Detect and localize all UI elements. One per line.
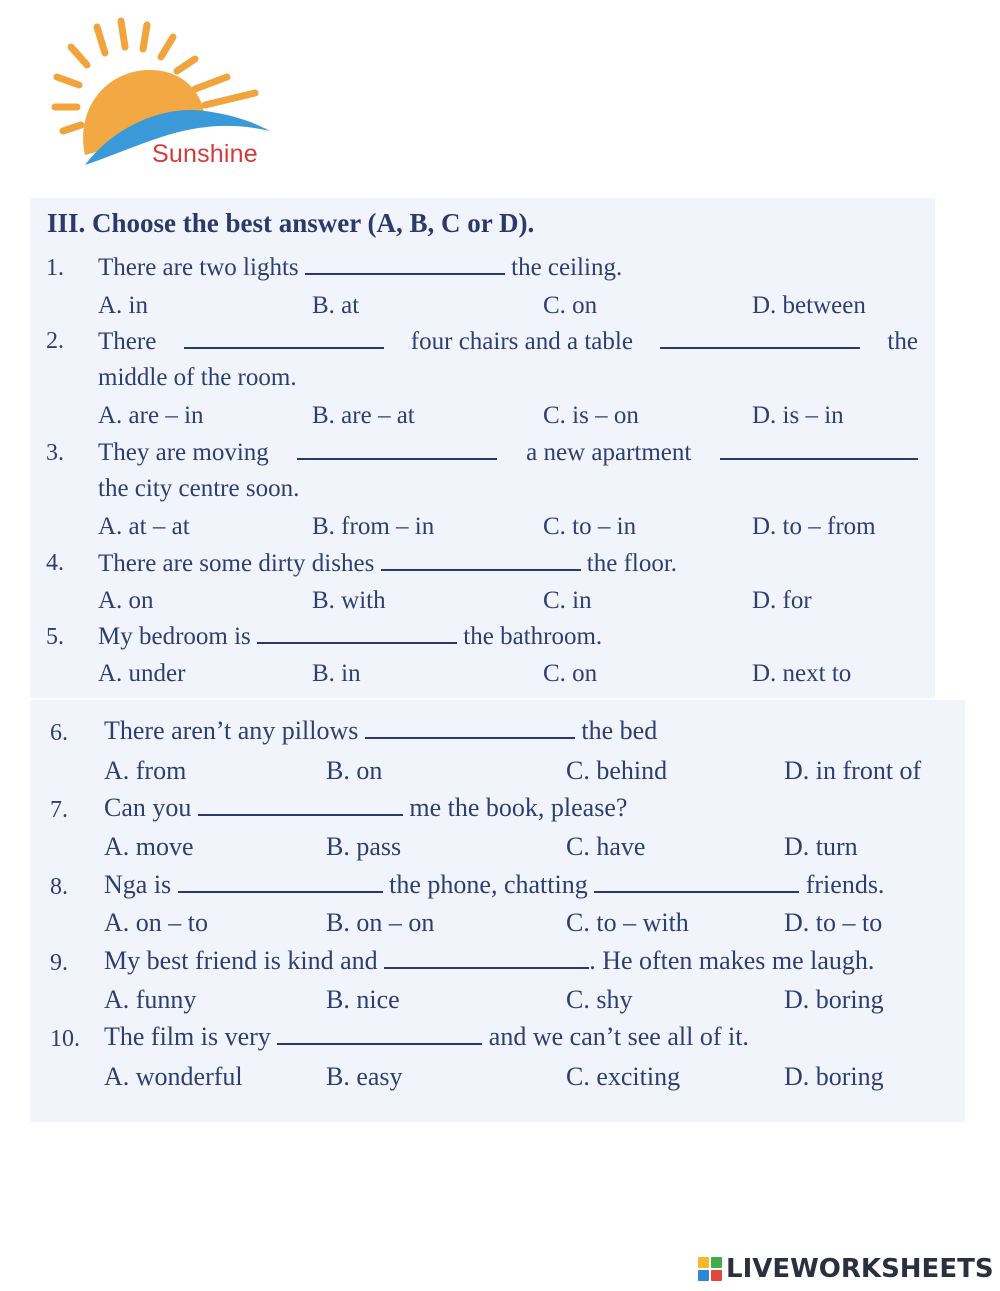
answer-blank[interactable]: [381, 549, 581, 571]
question-number: 2.: [46, 328, 64, 354]
answer-blank[interactable]: [594, 871, 799, 893]
answer-blank[interactable]: [384, 947, 589, 969]
option-b[interactable]: B. pass: [326, 832, 402, 861]
answer-blank[interactable]: [720, 438, 918, 460]
question-number: 10.: [50, 1026, 80, 1052]
question-9-text: My best friend is kind and . He often makes me laugh.: [104, 946, 875, 975]
option-a[interactable]: A. wonderful: [104, 1062, 243, 1091]
option-d[interactable]: D. for: [752, 587, 812, 614]
question-number: 6.: [50, 720, 68, 746]
question-1-text: There are two lights the ceiling.: [98, 254, 623, 281]
question-number: 7.: [50, 797, 68, 823]
option-c[interactable]: C. behind: [566, 756, 668, 785]
option-b[interactable]: B. at: [312, 292, 360, 319]
option-b[interactable]: B. with: [312, 587, 386, 614]
question-number: 9.: [50, 950, 68, 976]
option-c[interactable]: C. exciting: [566, 1062, 681, 1091]
answer-blank[interactable]: [365, 717, 575, 739]
option-c[interactable]: C. is – on: [543, 402, 639, 429]
option-c[interactable]: C. have: [566, 832, 646, 861]
option-a[interactable]: A. from: [104, 756, 187, 785]
question-3-text: They are moving a new apartment: [98, 438, 918, 467]
question-4-text: There are some dirty dishes the floor.: [98, 550, 678, 577]
question-2-continuation: middle of the room.: [98, 364, 297, 391]
option-c[interactable]: C. to – in: [543, 513, 637, 540]
option-c[interactable]: C. on: [543, 660, 598, 687]
answer-blank[interactable]: [178, 871, 383, 893]
option-b[interactable]: B. on – on: [326, 908, 435, 937]
question-7-text: Can you me the book, please?: [104, 793, 628, 822]
option-c[interactable]: C. shy: [566, 985, 633, 1014]
answer-blank[interactable]: [297, 438, 497, 460]
option-d[interactable]: D. is – in: [752, 402, 844, 429]
option-b[interactable]: B. easy: [326, 1062, 403, 1091]
answer-blank[interactable]: [305, 253, 505, 275]
answer-blank[interactable]: [198, 794, 403, 816]
option-a[interactable]: A. under: [98, 660, 186, 687]
question-8-text: Nga is the phone, chatting friends.: [104, 870, 885, 899]
option-a[interactable]: A. move: [104, 832, 194, 861]
logo-text: Sunshine: [152, 140, 258, 168]
question-5-text: My bedroom is the bathroom.: [98, 623, 603, 650]
exercise-heading: III. Choose the best answer (A, B, C or D).: [47, 208, 535, 238]
option-a[interactable]: A. funny: [104, 985, 197, 1014]
answer-blank[interactable]: [257, 622, 457, 644]
question-2-text: There four chairs and a table the: [98, 328, 918, 355]
question-number: 3.: [46, 440, 64, 466]
option-c[interactable]: C. in: [543, 587, 592, 614]
question-3-continuation: the city centre soon.: [98, 475, 300, 502]
question-number: 1.: [46, 255, 64, 281]
liveworksheets-brand: [698, 1254, 994, 1284]
option-c[interactable]: C. to – with: [566, 908, 689, 937]
liveworksheets-icon: [698, 1257, 722, 1281]
option-c[interactable]: C. on: [543, 292, 598, 319]
option-b[interactable]: B. in: [312, 660, 361, 687]
option-d[interactable]: D. next to: [752, 660, 852, 687]
option-d[interactable]: D. boring: [784, 1062, 884, 1091]
option-a[interactable]: A. at – at: [98, 513, 190, 540]
option-d[interactable]: D. boring: [784, 985, 884, 1014]
option-b[interactable]: B. from – in: [312, 513, 435, 540]
option-a[interactable]: A. in: [98, 292, 148, 319]
option-b[interactable]: B. are – at: [312, 402, 415, 429]
option-a[interactable]: A. on – to: [104, 908, 208, 937]
option-d[interactable]: D. to – from: [752, 513, 876, 540]
question-6-text: There aren’t any pillows the bed: [104, 716, 658, 745]
option-a[interactable]: A. on: [98, 587, 154, 614]
question-number: 4.: [46, 550, 64, 576]
question-number: 8.: [50, 874, 68, 900]
answer-blank[interactable]: [184, 327, 384, 349]
brand-text: LIVEWORKSHEETS: [726, 1254, 994, 1284]
option-b[interactable]: B. nice: [326, 985, 400, 1014]
question-10-text: The film is very and we can’t see all of it.: [104, 1022, 749, 1051]
option-d[interactable]: D. between: [752, 292, 866, 319]
answer-blank[interactable]: [660, 327, 860, 349]
option-b[interactable]: B. on: [326, 756, 383, 785]
answer-blank[interactable]: [277, 1023, 482, 1045]
option-a[interactable]: A. are – in: [98, 402, 204, 429]
option-d[interactable]: D. turn: [784, 832, 858, 861]
question-number: 5.: [46, 624, 64, 650]
option-d[interactable]: D. in front of: [784, 756, 922, 785]
option-d[interactable]: D. to – to: [784, 908, 883, 937]
